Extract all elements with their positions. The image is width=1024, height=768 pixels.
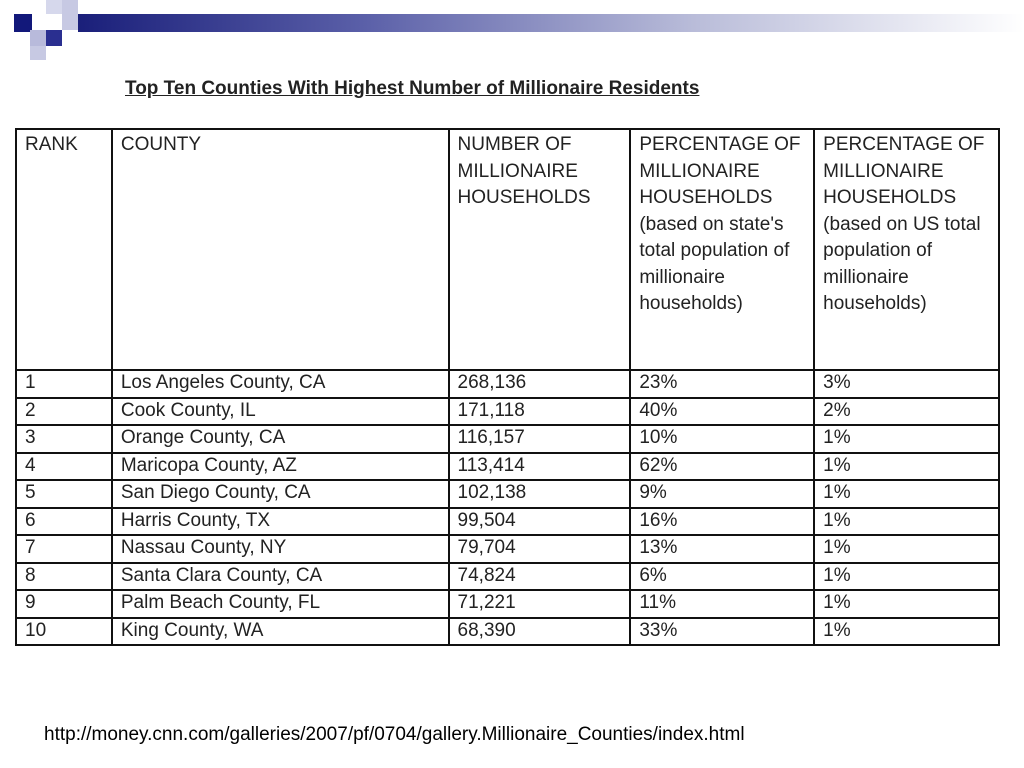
table-row [16, 398, 999, 426]
cell-county: Maricopa County, AZ [112, 453, 449, 481]
decor-square [62, 0, 78, 30]
cell-county: Palm Beach County, FL [112, 590, 449, 618]
cell-households: 79,704 [449, 535, 631, 563]
table-row [16, 618, 999, 646]
cell-pct-us: 3% [814, 370, 999, 398]
cell-rank: 8 [16, 563, 112, 591]
cell-rank: 5 [16, 480, 112, 508]
cell-pct-state: 10% [630, 425, 814, 453]
decor-square [46, 0, 62, 14]
table-row [16, 370, 999, 398]
cell-pct-us: 1% [814, 480, 999, 508]
cell-rank: 9 [16, 590, 112, 618]
cell-pct-state: 23% [630, 370, 814, 398]
decor-square [46, 30, 62, 46]
cell-pct-state: 9% [630, 480, 814, 508]
header-decoration [0, 0, 1024, 60]
cell-households: 113,414 [449, 453, 631, 481]
decor-square [30, 30, 46, 46]
header-rank: RANK [16, 129, 112, 370]
header-households: NUMBER OF MILLIONAIRE HOUSEHOLDS [449, 129, 631, 370]
cell-pct-state: 62% [630, 453, 814, 481]
gradient-bar [78, 14, 1024, 32]
cell-pct-state: 33% [630, 618, 814, 646]
table-row [16, 563, 999, 591]
cell-pct-state: 6% [630, 563, 814, 591]
cell-pct-us: 1% [814, 618, 999, 646]
cell-rank: 7 [16, 535, 112, 563]
cell-households: 71,221 [449, 590, 631, 618]
cell-county: Orange County, CA [112, 425, 449, 453]
cell-county: Cook County, IL [112, 398, 449, 426]
header-pct-us: PERCENTAGE OF MILLIONAIRE HOUSEHOLDS (based on US total population of millionaire households) [814, 129, 999, 370]
cell-households: 268,136 [449, 370, 631, 398]
cell-county: Nassau County, NY [112, 535, 449, 563]
cell-rank: 6 [16, 508, 112, 536]
cell-county: Los Angeles County, CA [112, 370, 449, 398]
cell-households: 102,138 [449, 480, 631, 508]
cell-households: 99,504 [449, 508, 631, 536]
table-row [16, 508, 999, 536]
cell-households: 74,824 [449, 563, 631, 591]
cell-county: San Diego County, CA [112, 480, 449, 508]
table-row [16, 453, 999, 481]
cell-pct-us: 1% [814, 453, 999, 481]
cell-pct-us: 1% [814, 535, 999, 563]
cell-rank: 4 [16, 453, 112, 481]
table-title: Top Ten Counties With Highest Number of Millionaire Residents [125, 78, 700, 99]
cell-households: 68,390 [449, 618, 631, 646]
cell-county: Santa Clara County, CA [112, 563, 449, 591]
table-row [16, 425, 999, 453]
millionaire-counties-table [15, 128, 1000, 646]
cell-county: Harris County, TX [112, 508, 449, 536]
table-body [16, 370, 999, 645]
cell-pct-us: 1% [814, 563, 999, 591]
cell-pct-state: 11% [630, 590, 814, 618]
source-url: http://money.cnn.com/galleries/2007/pf/0704/gallery.Millionaire_Counties/index.html [44, 724, 745, 745]
cell-pct-state: 13% [630, 535, 814, 563]
cell-rank: 3 [16, 425, 112, 453]
table-row [16, 480, 999, 508]
decor-square [30, 46, 46, 60]
cell-county: King County, WA [112, 618, 449, 646]
table-row [16, 590, 999, 618]
cell-rank: 2 [16, 398, 112, 426]
cell-pct-us: 1% [814, 425, 999, 453]
cell-households: 116,157 [449, 425, 631, 453]
cell-pct-us: 1% [814, 590, 999, 618]
cell-pct-state: 16% [630, 508, 814, 536]
header-county: COUNTY [112, 129, 449, 370]
cell-pct-state: 40% [630, 398, 814, 426]
cell-rank: 10 [16, 618, 112, 646]
table-row [16, 535, 999, 563]
header-pct-state: PERCENTAGE OF MILLIONAIRE HOUSEHOLDS (based on state's total population of millionaire households) [630, 129, 814, 370]
cell-pct-us: 1% [814, 508, 999, 536]
header-row [16, 129, 999, 370]
cell-rank: 1 [16, 370, 112, 398]
cell-households: 171,118 [449, 398, 631, 426]
cell-pct-us: 2% [814, 398, 999, 426]
